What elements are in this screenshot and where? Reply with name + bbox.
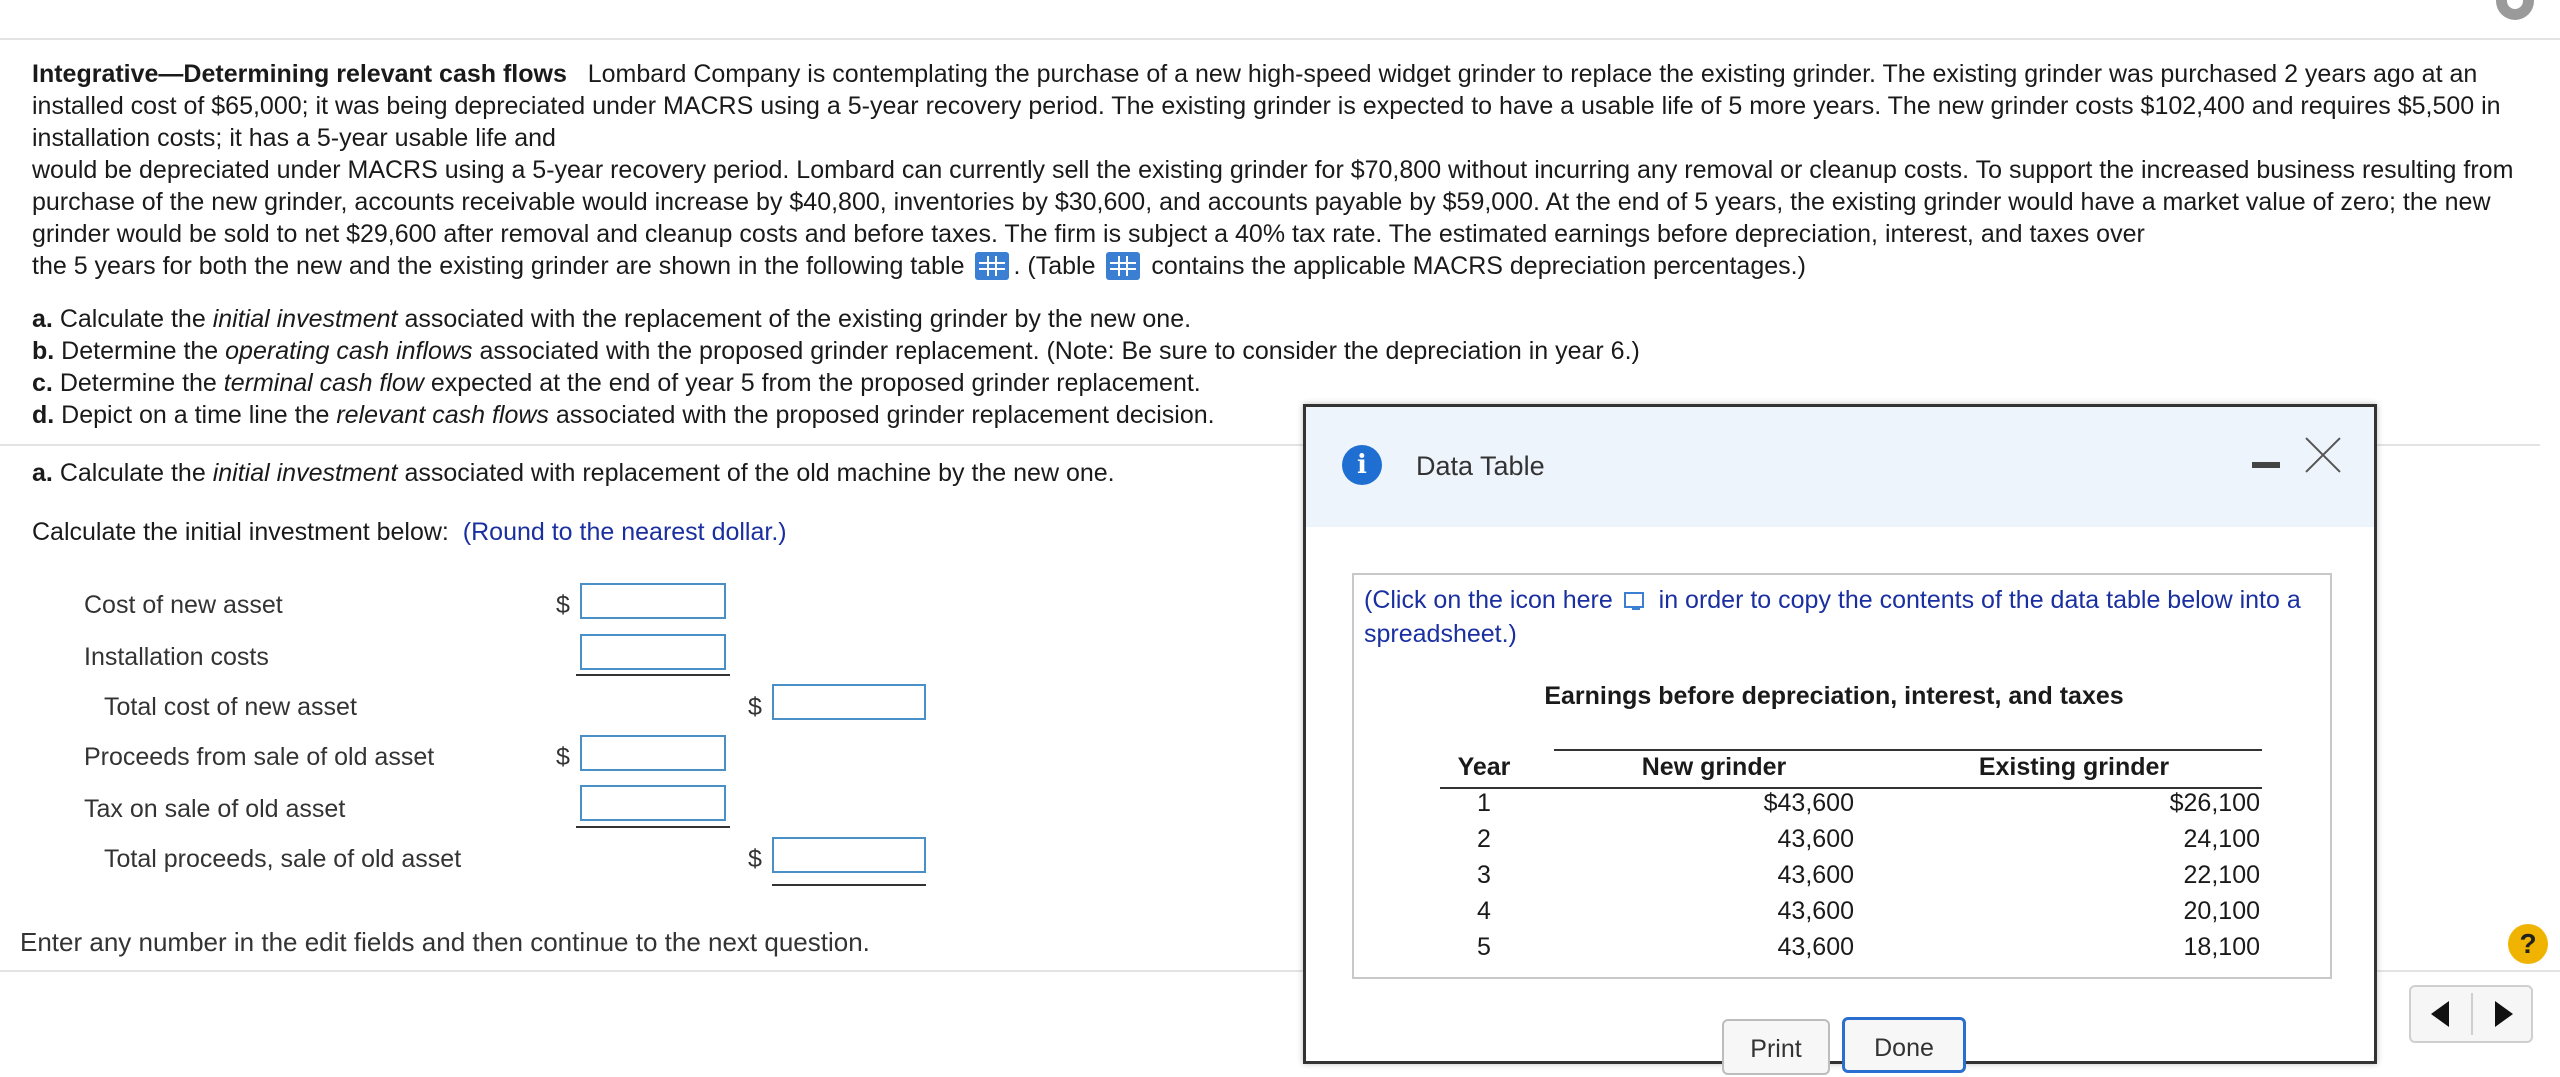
info-icon: i (1342, 445, 1382, 485)
minimize-icon[interactable] (2252, 457, 2280, 471)
data-table-box (1352, 573, 2332, 979)
dialog-title: Data Table (1416, 451, 1545, 481)
year-cell: 4 (1477, 897, 1491, 925)
question-nav (2409, 985, 2533, 1043)
col-header-existing: Existing grinder (1978, 753, 2170, 781)
existing-grinder-cell: 22,100 (2183, 861, 2260, 889)
footer-message: Enter any number in the edit fields and then continue to the next question. (20, 927, 870, 957)
total-proceeds-label: Total proceeds, sale of old asset (104, 845, 462, 873)
year-cell: 5 (1477, 933, 1491, 961)
part-b-item: b. Determine the operating cash inflows associated with the proposed grinder replacement. (Note: Be sure to consider the depreciation in year 6.) (32, 337, 1640, 365)
done-button[interactable]: Done (1842, 1017, 1966, 1073)
help-button[interactable]: ? (2508, 924, 2548, 964)
problem-text-5: contains the applicable MACRS depreciation percentages.) (1151, 252, 1806, 280)
existing-grinder-cell: 18,100 (2183, 933, 2260, 961)
close-icon[interactable] (2304, 435, 2344, 475)
currency-sign: $ (556, 743, 570, 771)
part-d-item: d. Depict on a time line the relevant cash flows associated with the proposed grinder replacement decision. (32, 401, 1215, 429)
new-grinder-cell: 43,600 (1777, 897, 1854, 925)
installation-costs-input[interactable] (580, 634, 726, 670)
proceeds-old-asset-label: Proceeds from sale of old asset (84, 743, 435, 771)
macrs-table-icon[interactable] (1106, 252, 1140, 280)
earnings-table-icon[interactable] (975, 252, 1009, 280)
new-grinder-cell: 43,600 (1777, 933, 1854, 961)
top-divider (0, 38, 2560, 40)
currency-sign: $ (748, 845, 762, 873)
existing-grinder-cell: 24,100 (2183, 825, 2260, 853)
calc-instruction: Calculate the initial investment below: (Round to the nearest dollar.) (32, 518, 787, 546)
total-cost-input[interactable] (772, 684, 926, 720)
copy-note: (Click on the icon here in order to copy the contents of the data table below into a spreadsheet.) (1364, 586, 2301, 648)
data-table-dialog (1303, 404, 2377, 1064)
currency-sign: $ (748, 693, 762, 721)
next-arrow-icon[interactable] (2495, 1001, 2513, 1027)
problem-text-1: Lombard Company is contemplating the purchase of a new high-speed widget grinder to replace the existing grinder. The existing grinder was purchased 2 years ago at an installed cost of $65,000; it was being depreciated under MACRS using a 5-year recovery period. The existing grinder is expected to have a usable life of 5 more years. The new grinder costs $102,400 and requires $5,500 in installation costs; it has a 5-year usable life and (32, 60, 2501, 152)
copy-to-spreadsheet-icon[interactable] (1624, 592, 1648, 610)
part-a-item: a. Calculate the initial investment associated with the replacement of the existing grinder by the new one. (32, 305, 1192, 333)
tax-sale-input[interactable] (580, 785, 726, 821)
group-header-rule (1554, 749, 2262, 751)
new-grinder-cell: 43,600 (1777, 861, 1854, 889)
subtotal-underline (576, 674, 730, 676)
group-header: Earnings before depreciation, interest, and taxes (1544, 682, 2124, 710)
round-hint: (Round to the nearest dollar.) (462, 518, 787, 546)
year-cell: 1 (1477, 789, 1491, 817)
cost-new-asset-input[interactable] (580, 583, 726, 619)
problem-text-3: the 5 years for both the new and the existing grinder are shown in the following table (32, 252, 965, 280)
problem-text-4: . (Table (1013, 252, 1096, 280)
col-header-new: New grinder (1641, 753, 1787, 781)
part-a-heading: a. Calculate the initial investment associated with replacement of the old machine by the new one. (32, 459, 1115, 487)
total-cost-label: Total cost of new asset (104, 693, 357, 721)
existing-grinder-cell: 20,100 (2183, 897, 2260, 925)
previous-arrow-icon[interactable] (2431, 1001, 2449, 1027)
tax-sale-label: Tax on sale of old asset (84, 795, 346, 823)
subtotal-underline (576, 826, 730, 828)
problem-statement (32, 58, 2532, 282)
dialog-header (1306, 407, 2374, 527)
problem-text-2: would be depreciated under MACRS using a 5-year recovery period. Lombard can currently sell the existing grinder for $70,800 without incurring any removal or cleanup costs. To support the increased business resulting from purchase of the new grinder, accounts receivable would increase by $40,800, inventories by $30,600, and accounts payable by $59,000. At the end of 5 years, the existing grinder would have a market value of zero; the new grinder would be sold to net $29,600 after removal and cleanup costs and before taxes. The firm is subject a 40% tax rate. The estimated earnings before depreciation, interest, and taxes over (32, 156, 2514, 248)
print-button[interactable]: Print (1722, 1019, 1830, 1075)
part-c-item: c. Determine the terminal cash flow expected at the end of year 5 from the proposed grinder replacement. (32, 369, 1201, 397)
new-grinder-cell: $43,600 (1763, 789, 1854, 817)
new-grinder-cell: 43,600 (1777, 825, 1854, 853)
cost-new-asset-label: Cost of new asset (84, 591, 283, 619)
currency-sign: $ (556, 591, 570, 619)
existing-grinder-cell: $26,100 (2169, 789, 2260, 817)
total-underline (772, 884, 926, 886)
proceeds-old-asset-input[interactable] (580, 735, 726, 771)
year-cell: 2 (1477, 825, 1491, 853)
gear-icon[interactable] (2496, 0, 2534, 20)
installation-costs-label: Installation costs (84, 643, 269, 671)
total-proceeds-input[interactable] (772, 837, 926, 873)
year-cell: 3 (1477, 861, 1491, 889)
col-header-year: Year (1457, 753, 1511, 781)
problem-title: Integrative—Determining relevant cash flows (32, 60, 567, 88)
